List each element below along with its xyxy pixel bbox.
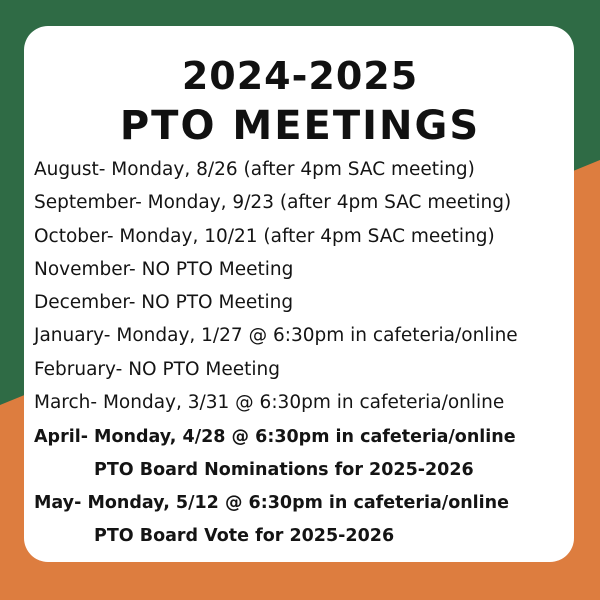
schedule-december: December- NO PTO Meeting <box>34 292 294 313</box>
schedule-september: September- Monday, 9/23 (after 4pm SAC meeting) <box>34 192 512 213</box>
title-heading: PTO MEETINGS <box>119 103 481 149</box>
schedule-may-note: PTO Board Vote for 2025-2026 <box>94 526 395 546</box>
schedule-march: March- Monday, 3/31 @ 6:30pm in cafeteria/online <box>34 392 505 413</box>
schedule-january: January- Monday, 1/27 @ 6:30pm in cafeteria/online <box>34 325 518 346</box>
schedule-february: February- NO PTO Meeting <box>34 359 280 380</box>
schedule-may: May- Monday, 5/12 @ 6:30pm in cafeteria/online <box>34 493 510 513</box>
schedule-august: August- Monday, 8/26 (after 4pm SAC meeting) <box>34 159 475 180</box>
schedule-april-note: PTO Board Nominations for 2025-2026 <box>94 460 474 480</box>
title-year: 2024-2025 <box>181 54 419 98</box>
schedule-april: April- Monday, 4/28 @ 6:30pm in cafeteria/online <box>34 427 516 447</box>
schedule-october: October- Monday, 10/21 (after 4pm SAC meeting) <box>34 226 495 247</box>
schedule-november: November- NO PTO Meeting <box>34 259 294 280</box>
